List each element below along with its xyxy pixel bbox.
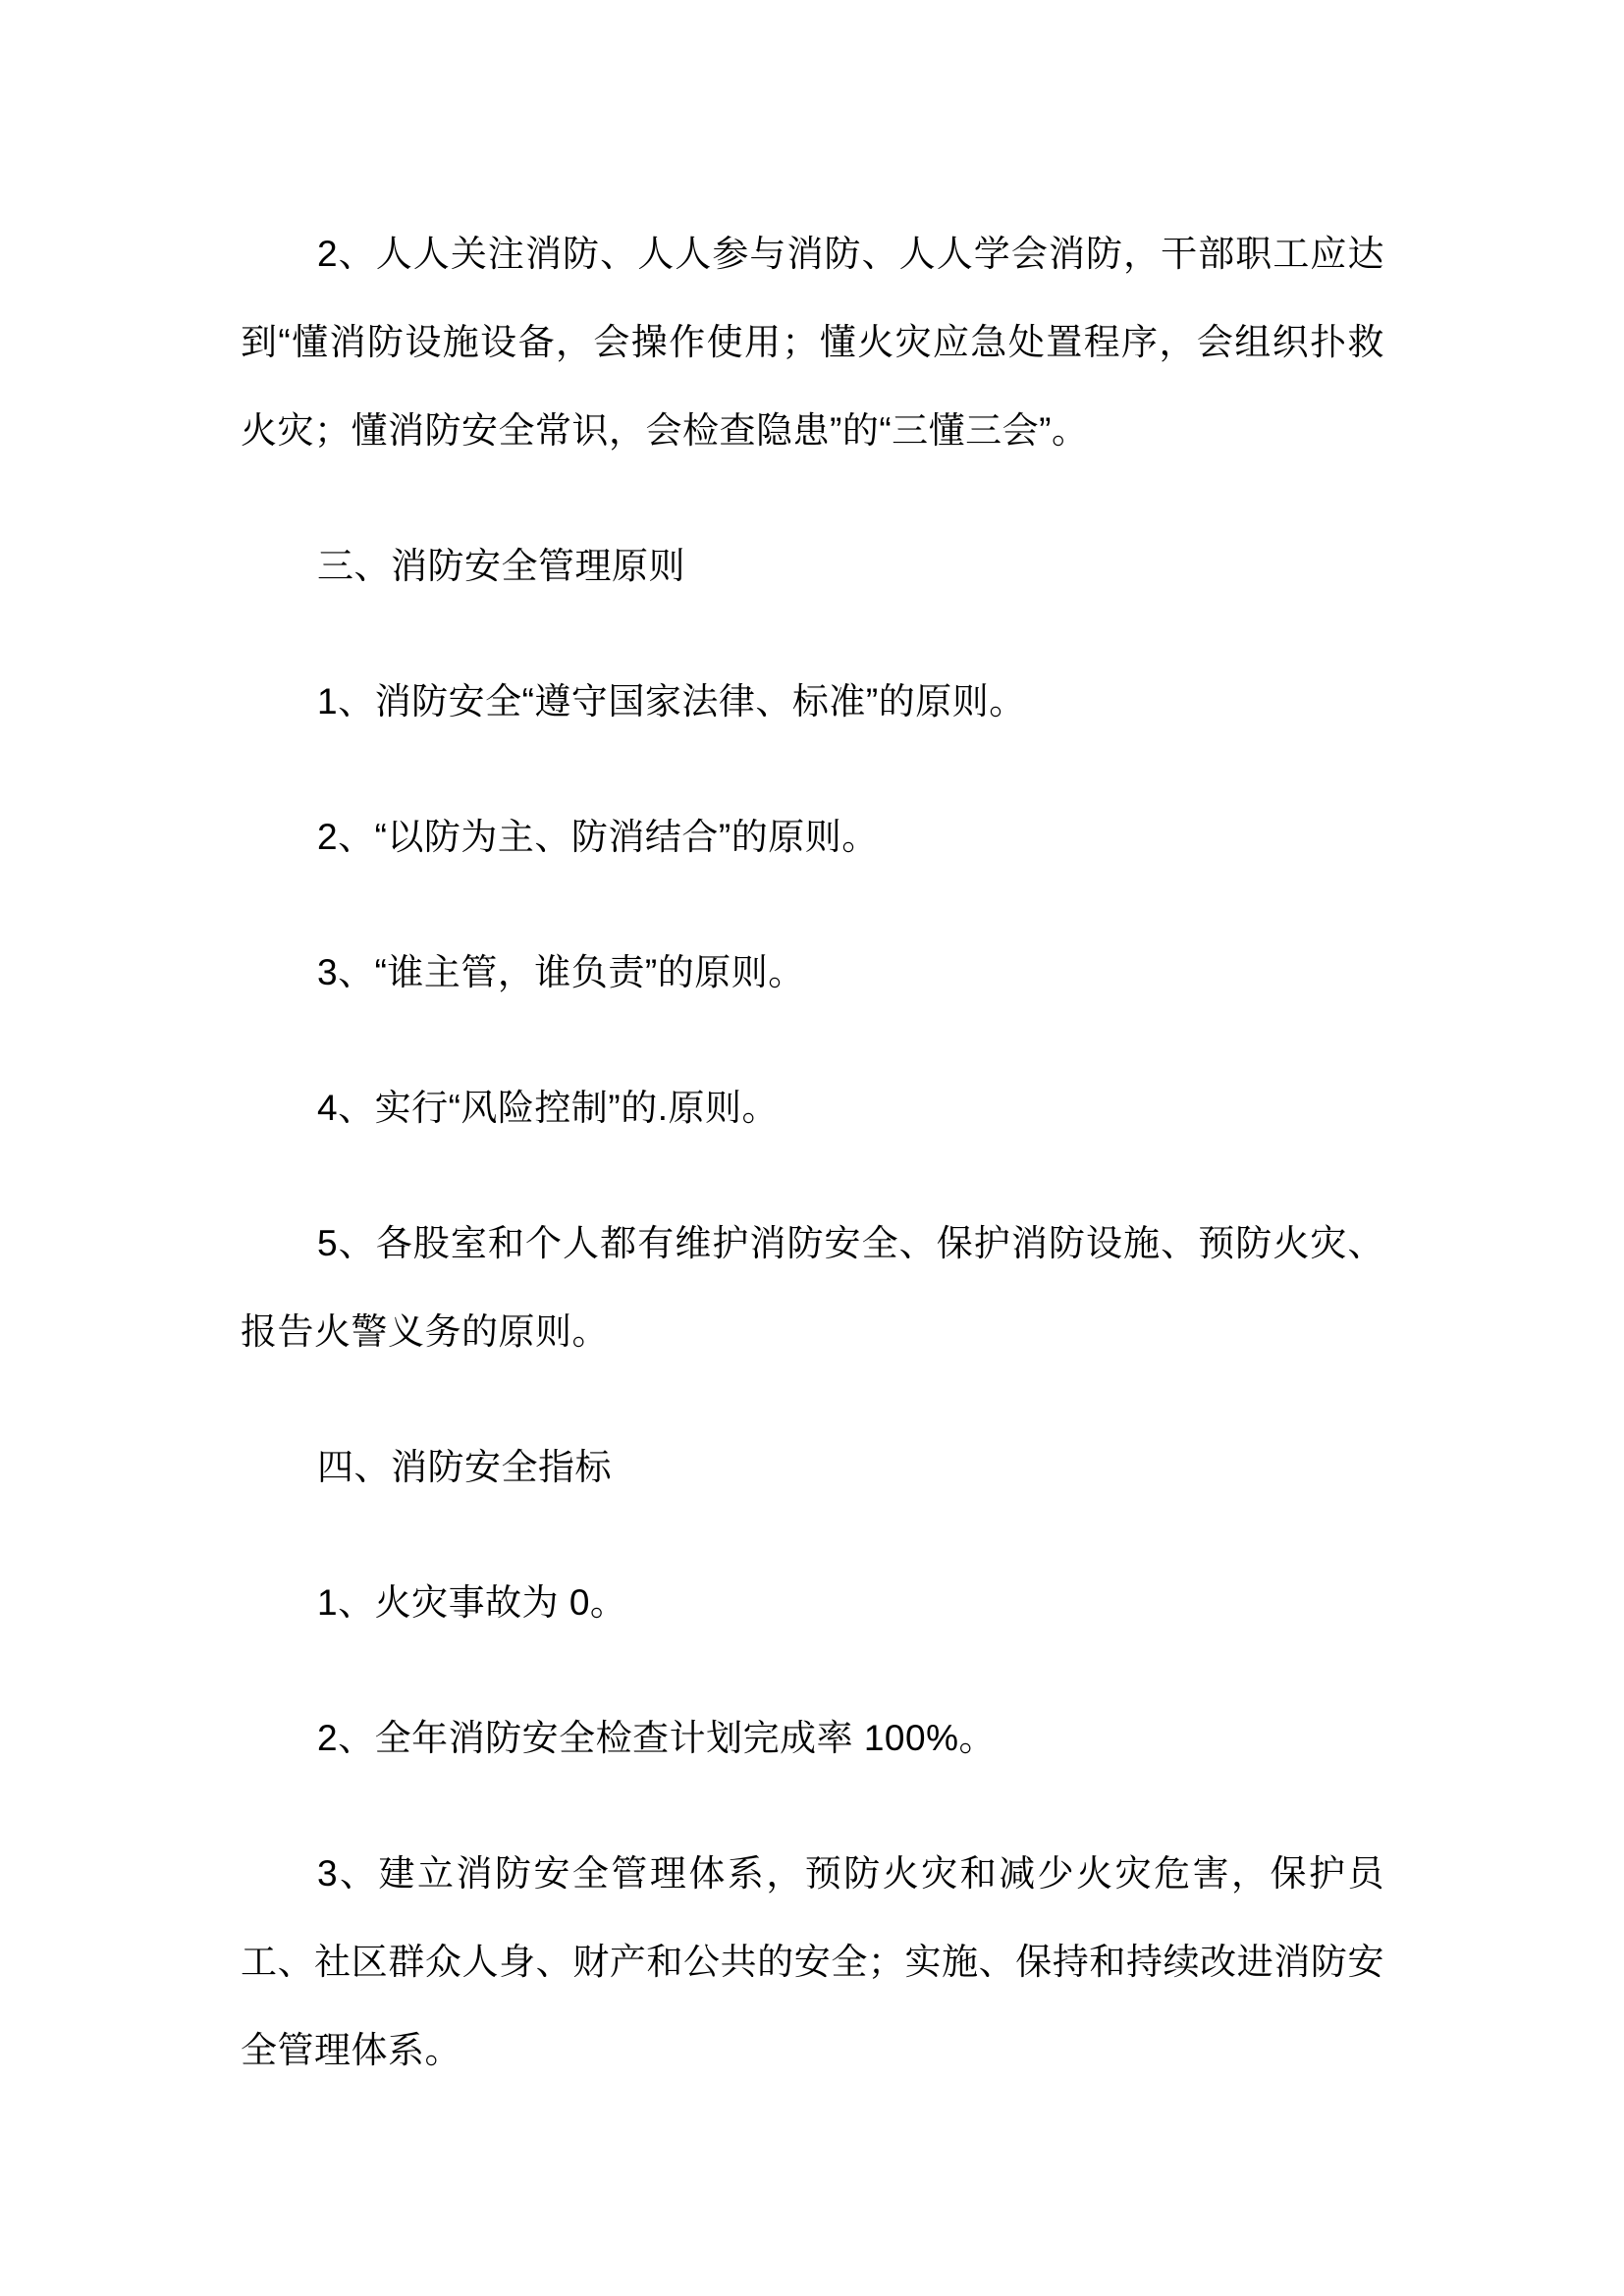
target-item-1: 1、火灾事故为 0。 (317, 1582, 627, 1623)
target-item-3: 3、建立消防安全管理体系，预防火灾和减少火灾危害，保护员工、社区群众人身、财产和公共的安全；实施、保持和持续改进消防安全管理体系。 (241, 1853, 1384, 2070)
principle-item-1: 1、消防安全“遵守国家法律、标准”的原则。 (317, 681, 1026, 721)
document-body (241, 210, 1384, 2095)
heading-section-3-management-principles: 三、消防安全管理原则 (317, 546, 685, 586)
heading-section-4-safety-targets: 四、消防安全指标 (317, 1447, 612, 1487)
principle-item-5: 5、各股室和个人都有维护消防安全、保护消防设施、预防火灾、报告火警义务的原则。 (241, 1223, 1384, 1352)
principle-item-3: 3、“谁主管，谁负责”的原则。 (317, 952, 805, 992)
target-item-2: 2、全年消防安全检查计划完成率 100%。 (317, 1718, 996, 1758)
principle-item-2: 2、“以防为主、防消结合”的原则。 (317, 817, 879, 857)
paragraph-sandong-sanhui: 2、人人关注消防、人人参与消防、人人学会消防，干部职工应达到“懂消防设施设备，会操作使用；懂火灾应急处置程序，会组织扑救火灾；懂消防安全常识，会检查隐患”的“三懂三会”。 (241, 234, 1384, 451)
principle-item-4: 4、实行“风险控制”的.原则。 (317, 1088, 779, 1128)
